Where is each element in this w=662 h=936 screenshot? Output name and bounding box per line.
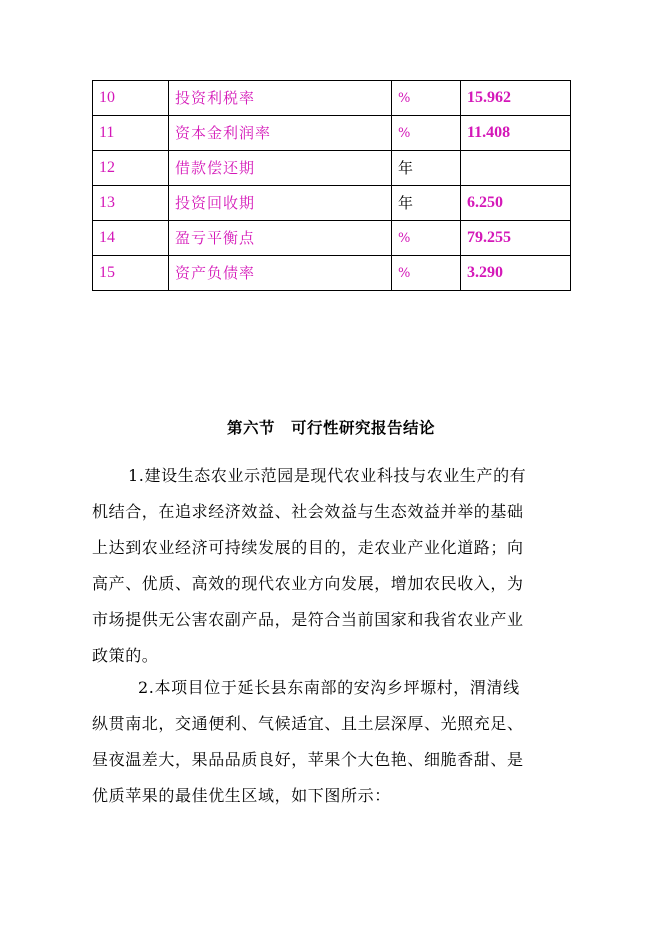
metric-name: 资产负债率: [169, 256, 392, 291]
metric-name: 投资回收期: [169, 186, 392, 221]
table-row: [93, 221, 571, 256]
metric-unit: %: [392, 256, 461, 291]
metric-unit: %: [392, 81, 461, 116]
metric-value: 15.962: [461, 81, 571, 116]
paragraph-line: 1.建设生态农业示范园是现代农业科技与农业生产的有: [128, 466, 527, 485]
row-number: 14: [93, 221, 169, 256]
section-heading: 第六节 可行性研究报告结论: [226, 419, 435, 437]
metric-unit: 年: [392, 151, 461, 186]
paragraph-line: 纵贯南北，交通便利、气候适宜、且土层深厚、光照充足、: [92, 714, 524, 733]
table-row: [93, 186, 571, 221]
metric-value: 79.255: [461, 221, 571, 256]
conclusion-paragraph-2: [92, 670, 572, 814]
table-row: [93, 116, 571, 151]
metric-value: 11.408: [461, 116, 571, 151]
metric-name: 资本金利润率: [169, 116, 392, 151]
metric-name: 借款偿还期: [169, 151, 392, 186]
paragraph-line: 上达到农业经济可持续发展的目的，走农业产业化道路；向: [92, 538, 524, 557]
row-number: 12: [93, 151, 169, 186]
metric-value: 3.290: [461, 256, 571, 291]
row-number: 10: [93, 81, 169, 116]
paragraph-line: 机结合，在追求经济效益、社会效益与生态效益并举的基础: [92, 502, 524, 521]
table-row: [93, 81, 571, 116]
metric-unit: %: [392, 116, 461, 151]
paragraph-line: 优质苹果的最佳优生区域，如下图所示：: [92, 786, 391, 805]
conclusion-paragraph-1: [92, 458, 572, 674]
metric-name: 盈亏平衡点: [169, 221, 392, 256]
table-row: [93, 151, 571, 186]
row-number: 13: [93, 186, 169, 221]
metric-unit: %: [392, 221, 461, 256]
row-number: 11: [93, 116, 169, 151]
paragraph-line: 市场提供无公害农副产品，是符合当前国家和我省农业产业: [92, 610, 524, 629]
metric-unit: 年: [392, 186, 461, 221]
metric-name: 投资利税率: [169, 81, 392, 116]
paragraph-line: 2.本项目位于延长县东南部的安沟乡坪塬村，渭清线: [138, 678, 520, 697]
table-row: [93, 256, 571, 291]
financial-metrics-table: [92, 80, 571, 291]
metric-value: [461, 151, 571, 186]
paragraph-line: 高产、优质、高效的现代农业方向发展，增加农民收入，为: [92, 574, 524, 593]
paragraph-line: 政策的。: [92, 646, 159, 665]
metric-value: 6.250: [461, 186, 571, 221]
paragraph-line: 昼夜温差大，果品品质良好，苹果个大色艳、细脆香甜、是: [92, 750, 524, 769]
row-number: 15: [93, 256, 169, 291]
